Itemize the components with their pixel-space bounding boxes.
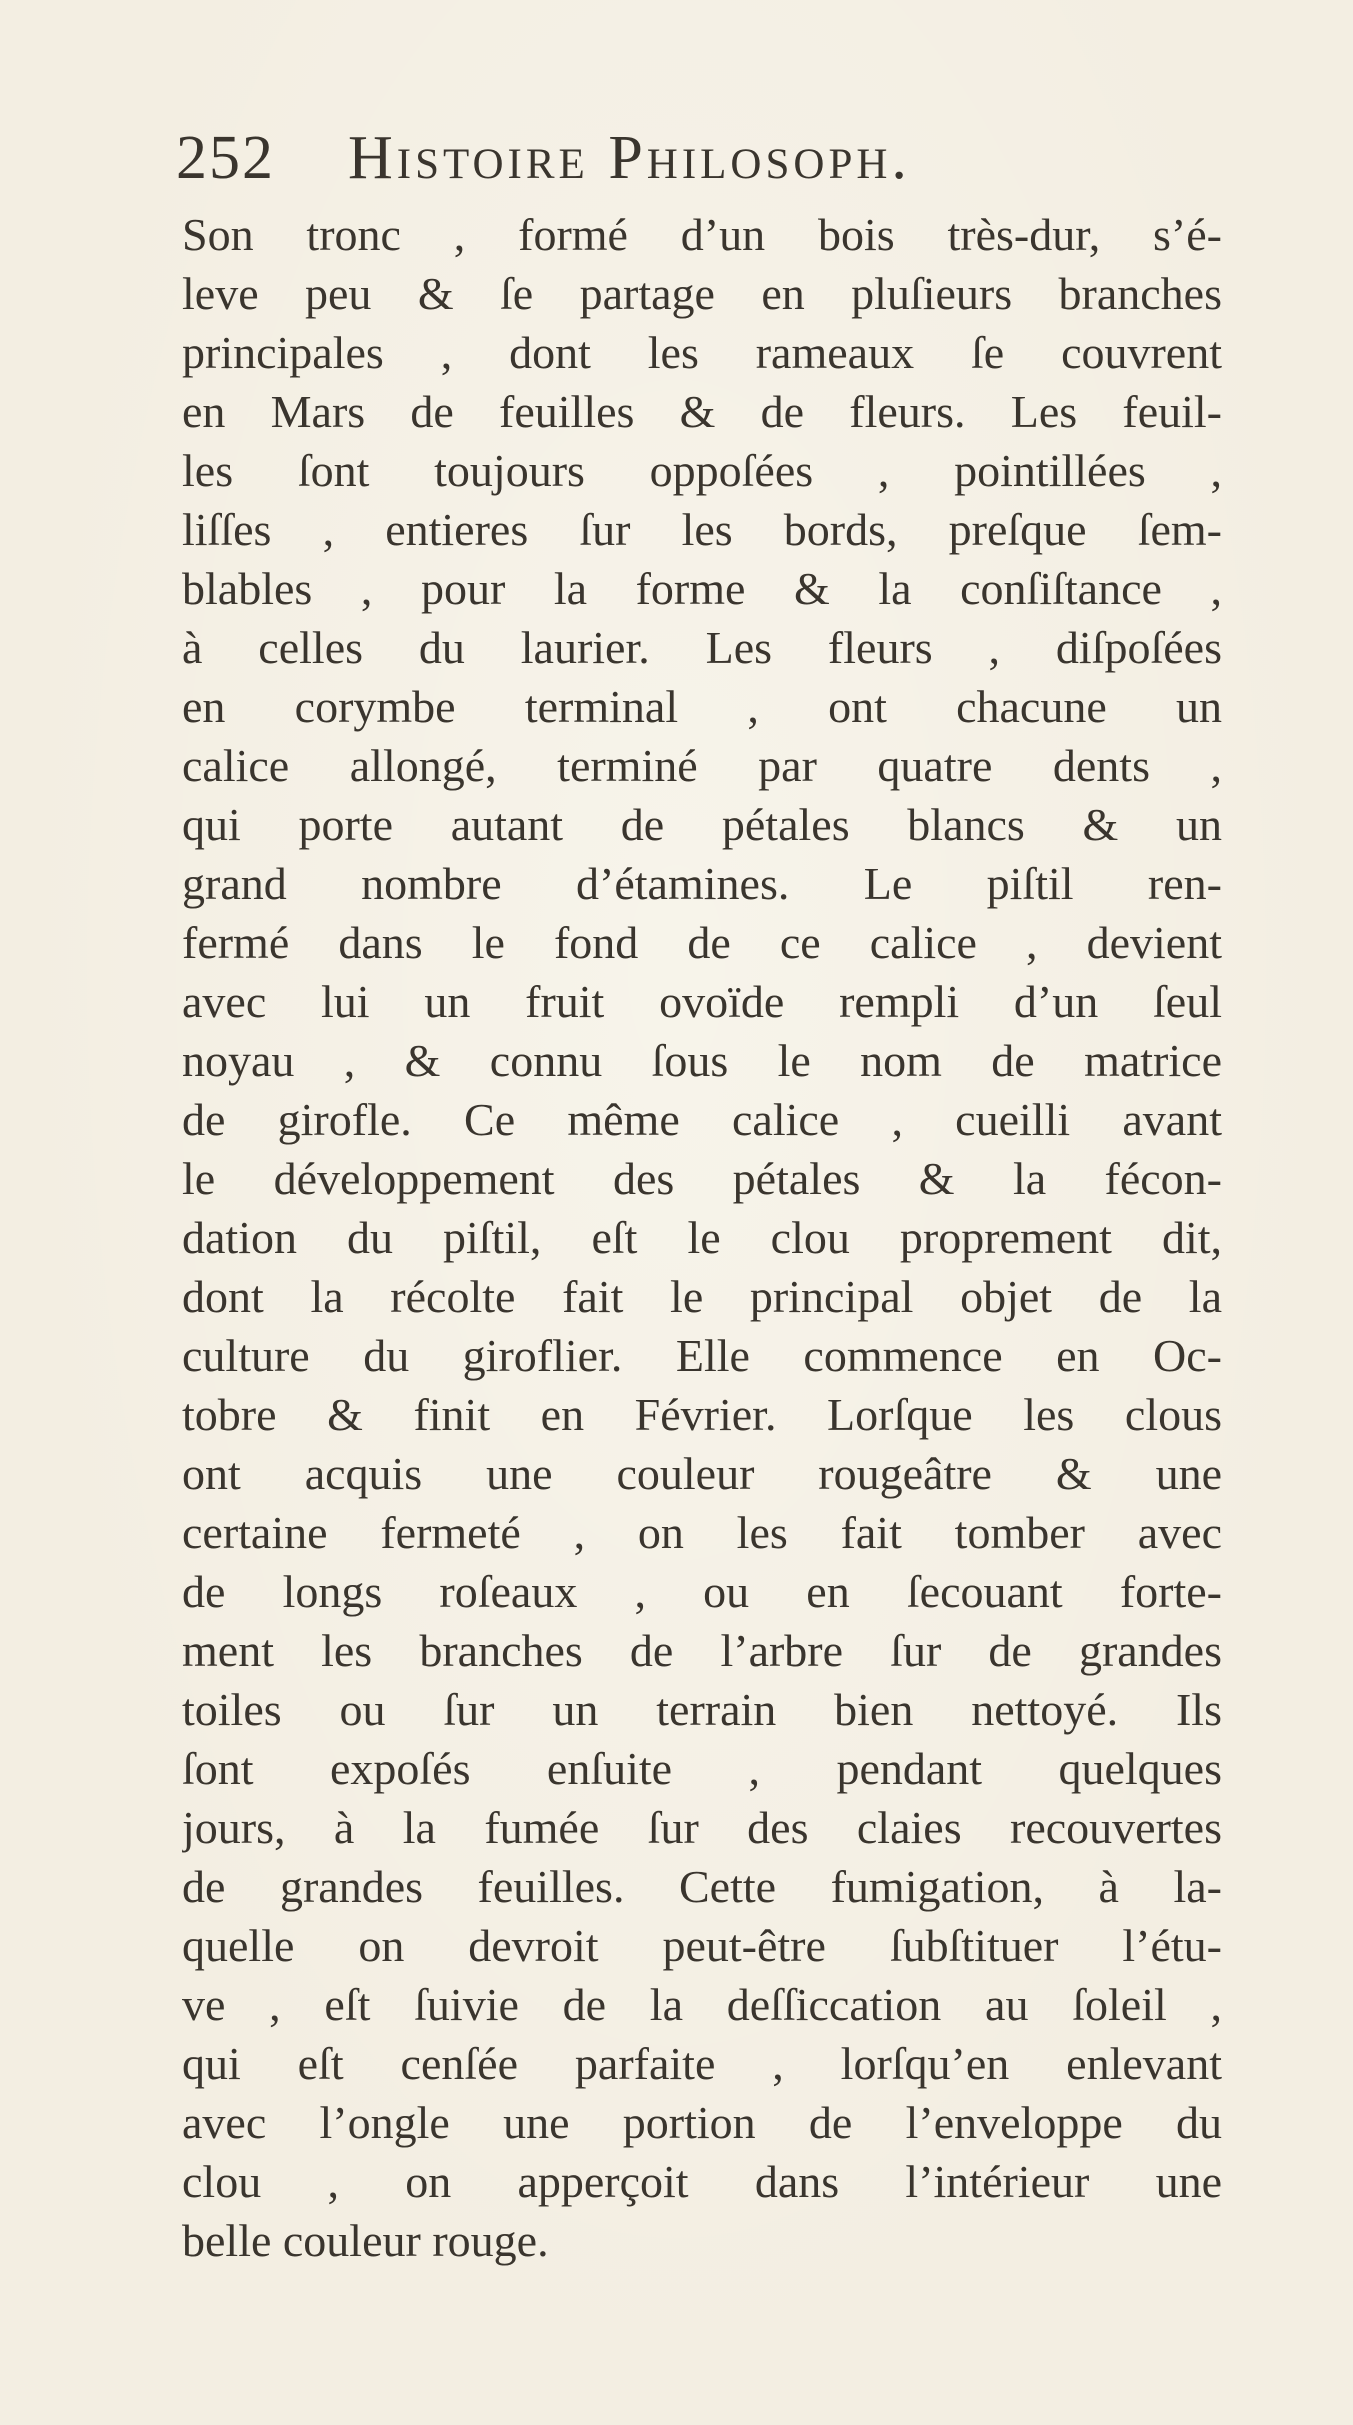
text-line: fermé dans le fond de ce calice , devient [182, 917, 1222, 968]
text-line: avec lui un fruit ovoïde rempli d’un ſeul [182, 976, 1222, 1027]
page-header [176, 118, 1176, 198]
text-line: de grandes feuilles. Cette fumigation, à la- [182, 1861, 1222, 1912]
running-title: Histoire Philosoph. [348, 124, 911, 192]
text-line: qui eſt cenſée parfaite , lorſqu’en enlevant [182, 2038, 1222, 2089]
text-line: ſont expoſés enſuite , pendant quelques [182, 1743, 1222, 1794]
text-line: principales , dont les rameaux ſe couvrent [182, 327, 1222, 378]
text-line: certaine fermeté , on les fait tomber avec [182, 1507, 1222, 1558]
body-text [182, 205, 1222, 2270]
text-line: de longs roſeaux , ou en ſecouant forte- [182, 1566, 1222, 1617]
text-line: dont la récolte fait le principal objet de la [182, 1271, 1222, 1322]
text-line: clou , on apperçoit dans l’intérieur une [182, 2156, 1222, 2207]
text-line: ve , eſt ſuivie de la deſſiccation au ſoleil , [182, 1979, 1222, 2030]
text-line: dation du piſtil, eſt le clou proprement dit, [182, 1212, 1222, 1263]
text-line: culture du giroflier. Elle commence en Oc- [182, 1330, 1222, 1381]
text-line: en corymbe terminal , ont chacune un [182, 681, 1222, 732]
text-line: ont acquis une couleur rougeâtre & une [182, 1448, 1222, 1499]
text-line: calice allongé, terminé par quatre dents , [182, 740, 1222, 791]
text-line: grand nombre d’étamines. Le piſtil ren- [182, 858, 1222, 909]
text-line: ment les branches de l’arbre ſur de grandes [182, 1625, 1222, 1676]
text-line: de girofle. Ce même calice , cueilli avant [182, 1094, 1222, 1145]
text-line: jours, à la fumée ſur des claies recouvertes [182, 1802, 1222, 1853]
text-line: quelle on devroit peut-être ſubſtituer l’étu- [182, 1920, 1222, 1971]
text-line: noyau , & connu ſous le nom de matrice [182, 1035, 1222, 1086]
text-line: en Mars de feuilles & de fleurs. Les feuil- [182, 386, 1222, 437]
text-line: qui porte autant de pétales blancs & un [182, 799, 1222, 850]
text-line: avec l’ongle une portion de l’enveloppe du [182, 2097, 1222, 2148]
text-line: Son tronc , formé d’un bois très-dur, s’é- [182, 209, 1222, 260]
text-line: blables , pour la forme & la conſiſtance , [182, 563, 1222, 614]
text-line: tobre & finit en Février. Lorſque les clous [182, 1389, 1222, 1440]
text-line: liſſes , entieres ſur les bords, preſque ſem- [182, 504, 1222, 555]
text-line: les ſont toujours oppoſées , pointillées , [182, 445, 1222, 496]
page-number: 252 [176, 124, 275, 192]
text-line: le développement des pétales & la fécon- [182, 1153, 1222, 1204]
text-line: toiles ou ſur un terrain bien nettoyé. Ils [182, 1684, 1222, 1735]
text-line: à celles du laurier. Les fleurs , diſpoſées [182, 622, 1222, 673]
text-line: leve peu & ſe partage en pluſieurs branches [182, 268, 1222, 319]
text-line: belle couleur rouge. [182, 2215, 549, 2266]
